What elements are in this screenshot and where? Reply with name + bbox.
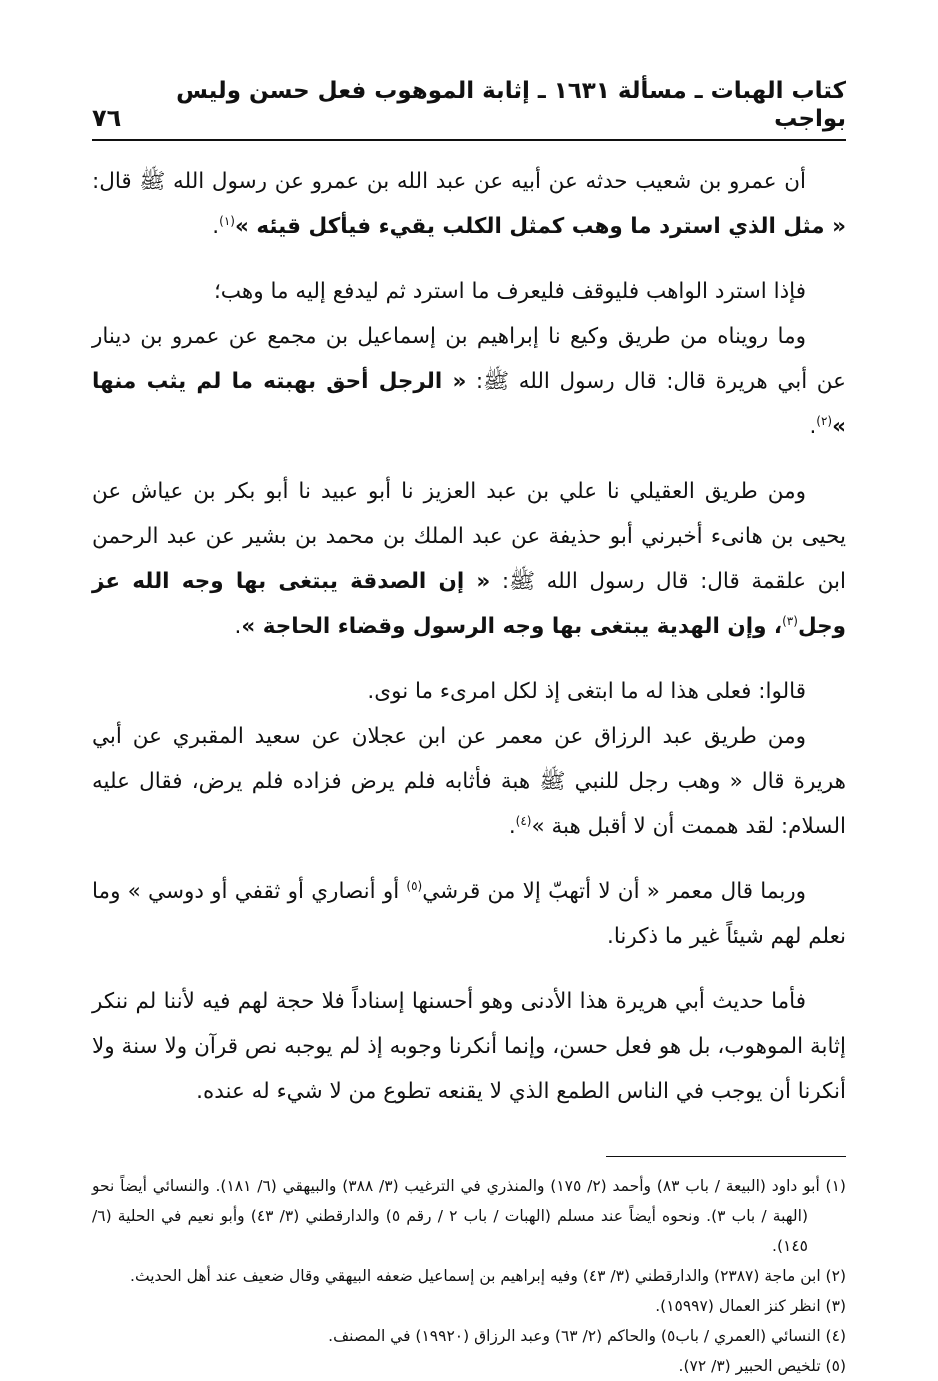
paragraph	[92, 469, 846, 649]
page-number: ٧٦	[92, 104, 122, 133]
text-run: .	[508, 814, 516, 840]
footnotes	[92, 1171, 846, 1381]
footnote-marker: (٢)	[816, 414, 833, 429]
text-run: .	[809, 414, 817, 440]
text-run: قالوا: فعلى هذا له ما ابتغى إذ لكل امرىء ما نوى.	[367, 679, 806, 705]
text-run: .	[234, 614, 242, 640]
body-text	[92, 159, 846, 1114]
footnote-marker: (٥)	[406, 879, 423, 894]
footnote: (٣) انظر كنز العمال (١٥٩٩٧).	[655, 1297, 846, 1316]
text-run: ومن طريق العقيلي نا علي بن عبد العزيز نا أبو عبيد نا أبو بكر بن عياش عن يحيى بن هانىء أخبرني أبو حذيفة عن عبد الملك بن محمد بن بشير عن عبد الرحمن ابن علقمة قال: قال رسول الله ﷺ:	[92, 479, 846, 595]
text-run: ومن طريق عبد الرزاق عن معمر عن ابن عجلان عن سعيد المقبري عن أبي هريرة قال « وهب رجل للنبي ﷺ هبة فأثابه فلم يرض فزاده فلم يرض، فقال عليه السلام: لقد هممت أن لا أقبل هبة »	[92, 724, 846, 840]
paragraph	[92, 979, 846, 1114]
running-header	[92, 78, 846, 141]
footnote: (٥) تلخيص الحبير (٣/ ٧٢).	[678, 1357, 846, 1376]
text-run: فإذا استرد الواهب فليوقف فليعرف ما استرد ثم ليدفع إليه ما وهب؛	[213, 279, 806, 305]
text-run: وما رويناه من طريق وكيع نا إبراهيم بن إسماعيل بن مجمع عن عمرو بن دينار عن أبي هريرة قال: قال رسول الله ﷺ:	[92, 324, 846, 395]
text-run: أو أنصاري أو ثقفي أو دوسي » وما نعلم لهم شيئاً غير ما ذكرنا.	[92, 879, 846, 950]
paragraph	[92, 159, 846, 249]
text-run: .	[212, 214, 220, 240]
footnote-marker: (٣)	[782, 614, 798, 629]
hadith-quote: « الرجل أحق بهبته ما لم يثب منها »	[92, 369, 846, 440]
hadith-quote: « إن الصدقة يبتغى بها وجه الله عز وجل	[92, 569, 846, 640]
hadith-quote: ، وإن الهدية يبتغى بها وجه الرسول وقضاء الحاجة »	[241, 614, 783, 640]
footnote-marker: (١)	[219, 214, 235, 229]
paragraph	[92, 314, 846, 449]
footnote: (٤) النسائي (العمري / باب٥) والحاكم (٢/ ٦٣) وعبد الرزاق (١٩٩٢٠) في المصنف.	[328, 1327, 846, 1346]
text-run: فأما حديث أبي هريرة هذا الأدنى وهو أحسنها إسناداً فلا حجة لهم فيه لأننا لم ننكر إثابة الموهوب، بل هو فعل حسن، وإنما أنكرنا وجوبه إذ لم يوجبه نص قرآن ولا سنة ولا أنكرنا أن يوجب في الناس الطمع الذي لا يقنعه تطوع من لا شيء له عنده.	[92, 989, 846, 1105]
footnote-marker: (٤)	[515, 814, 532, 829]
paragraph	[92, 714, 846, 849]
text-run: وربما قال معمر « أن لا أتهبّ إلا من قرشي	[422, 879, 806, 905]
footnote: (١) أبو داود (البيعة / باب ٨٣) وأحمد (٢/ ١٧٥) والمنذري في الترغيب (٣/ ٣٨٨) والبيهقي (٦/ ١٨١). والنسائي أيضاً نحو (الهبة / باب ٣). ونحوه أيضاً عند مسلم (الهبات / باب ٢ / رقم ٥) والدارقطني (٣/ ٤٣) وأبو نعيم في الحلية (٦/ ١٤٥).	[92, 1177, 846, 1256]
paragraph	[92, 669, 846, 714]
text-run: أن عمرو بن شعيب حدثه عن أبيه عن عبد الله بن عمرو عن رسول الله ﷺ قال:	[92, 169, 806, 195]
paragraph	[92, 869, 846, 959]
footnote-separator	[606, 1156, 846, 1157]
paragraph	[92, 269, 846, 314]
footnote: (٢) ابن ماجة (٢٣٨٧) والدارقطني (٣/ ٤٣) وفيه إبراهيم بن إسماعيل ضعفه البيهقي وقال ضعيف عند أهل الحديث.	[130, 1267, 846, 1286]
hadith-quote: « مثل الذي استرد ما وهب كمثل الكلب يقيء فيأكل قيئه »	[234, 214, 846, 240]
header-title: كتاب الهبات ـ مسألة ١٦٣١ ـ إثابة الموهوب فعل حسن وليس بواجب	[176, 78, 846, 132]
